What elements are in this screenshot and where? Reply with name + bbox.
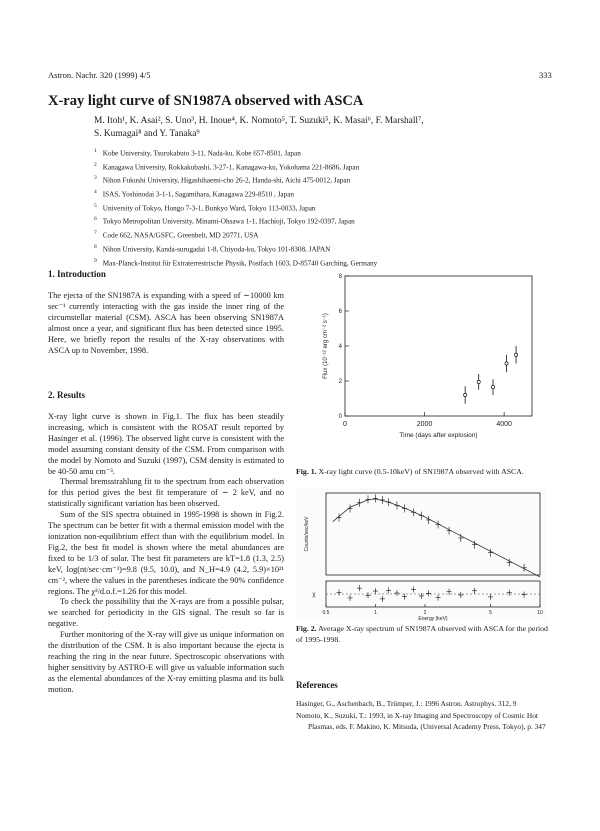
affiliation-text: Nihon University, Kanda-surugadai 1-8, Chiyoda-ku, Tokyo 101-8308, JAPAN [102, 245, 331, 254]
affiliation-item [94, 187, 574, 201]
affiliation-number: 8 [94, 243, 97, 250]
affiliation-item [94, 228, 574, 242]
y-tick-label: 8 [338, 274, 342, 280]
x-axis-label: Energy (keV) [418, 616, 448, 621]
data-point [491, 386, 494, 389]
data-point [505, 362, 508, 365]
y-tick-label: 6 [338, 309, 342, 315]
affiliation-item [94, 201, 574, 215]
x-tick-label: 1 [374, 610, 377, 616]
affiliation-number: 5 [94, 202, 97, 209]
reference-item: Nomoto, K., Suzuki, T.: 1993, in X-ray Imaging and Spectroscopy of Cosmic Hot Plasmas, eds. F. Makino, K. Mitsuda, (Universal Academy Press, Tokyo), p. 347 [296, 711, 546, 731]
x-tick-label: 0 [343, 421, 347, 428]
affiliation-number: 4 [94, 189, 97, 196]
affiliation-item [94, 242, 574, 256]
model-curve [333, 499, 540, 577]
x-tick-label: 2000 [416, 421, 433, 428]
plot-frame [345, 276, 532, 416]
x-tick-label: 0.5 [322, 610, 330, 616]
x-tick-label: 2 [423, 610, 427, 616]
paragraph: To check the possibility that the X-rays are from a possible pulsar, we searched for periodicity in the GIS signal. The result so far is negative. [48, 597, 284, 629]
residual-axis-label: χ [312, 592, 316, 598]
data-point [514, 353, 517, 356]
page-number: 333 [539, 70, 552, 80]
affiliation-item [94, 214, 574, 228]
references-heading: References [296, 680, 338, 690]
author-line: M. Itoh¹, K. Asai², S. Uno³, H. Inoue⁴, K. Nomoto⁵, T. Suzuki⁵, K. Masai⁶, F. Marshall⁷, [94, 116, 424, 126]
author-line: S. Kumagai⁸ and Y. Tanaka⁹ [94, 129, 200, 139]
paragraph: Sum of the SIS spectra obtained in 1995-1998 is shown in Fig.2. The spectrum can be better fit with a thermal emission model with the ionization non-equilibrium effect than with the equilibrium model. In Fig.2, the best fit model is shown where the metal abundances are fixed to be 1/3 of solar. The best fit parameters are kT=1.8 (1.3, 2.5) keV, log(nt/sec·cm⁻³)=9.8 (9.5, 10.0), and N_H=4.9 (4.2, 5.9)×10²¹ cm⁻², where the values in the parentheses indicate the 90% confidence regions. The χ²/d.o.f.=1.26 for this model. [48, 510, 284, 596]
caption-text: Average X-ray spectrum of SN1987A observed with ASCA for the period of 1995-1998. [296, 624, 548, 644]
journal-header: Astron. Nachr. 320 (1999) 4/5 [48, 70, 151, 80]
figure-2-spectrum [296, 487, 546, 621]
affiliation-item [94, 173, 574, 187]
affiliation-text: Kobe University, Tsurukabuto 3-11, Nada-ku, Kobe 657-8501, Japan [102, 149, 301, 158]
data-point [477, 380, 480, 383]
figure-1-caption [296, 467, 552, 478]
affiliation-number: 1 [94, 148, 97, 154]
results-body [48, 412, 284, 696]
affiliation-number: 3 [94, 175, 97, 182]
paper-title: X-ray light curve of SN1987A observed with ASCA [48, 93, 364, 109]
paragraph: Further monitoring of the X-ray will give us unique information on the distribution of the CSM. It is also important because the ejecta is reaching the ring in the near future. Spectroscopic observations with higher sensitivity by ASTRO-E will give us valuable information such as the elemental abundances of the X-ray emitting plasma and its bulk motion. [48, 630, 284, 694]
y-tick-label: 4 [338, 344, 342, 350]
x-tick-label: 5 [489, 610, 492, 616]
y-tick-label: 0 [338, 414, 342, 420]
data-point [464, 393, 467, 396]
paragraph: The ejecta of the SN1987A is expanding with a speed of ∼10000 km sec⁻¹ currently interacting with the gas inside the inner ring of the circumstellar material (CSM). ASCA has been observing SN1987A almost once a year, and significant flux has been detected since 1995. Here, we briefly report the results of the X-ray observations with ASCA up to November, 1998. [48, 291, 284, 355]
figure-2-caption [296, 624, 552, 645]
y-tick-label: 2 [338, 379, 342, 385]
reference-list [296, 699, 552, 734]
affiliation-text: Kanagawa University, Rokkakubashi, 3-27-1, Kanagawa-ku, Yokohama 221-8686, Japan [102, 163, 360, 172]
author-list [94, 115, 564, 141]
affiliation-text: Nihon Fukushi University, Higashihaemi-cho 26-2, Handa-shi, Aichi 475-0012, Japan [102, 176, 351, 185]
intro-paragraph [48, 291, 284, 356]
figure-1-light-curve [300, 268, 550, 468]
affiliation-text: Code 662, NASA/GSFC, Greenbelt, MD 20771, USA [102, 231, 259, 240]
affiliation-number: 2 [94, 161, 97, 168]
x-axis-label: Time (days after explosion) [399, 432, 478, 439]
caption-label: Fig. 1. [296, 467, 317, 476]
affiliation-list [94, 146, 574, 269]
affiliation-text: Max-Planck-Institut für Extraterrestrische Physik, Postfach 1603, D-85740 Garching, Germany [102, 258, 378, 267]
section-heading: 2. Results [48, 390, 86, 400]
affiliation-number: 9 [94, 257, 97, 264]
caption-text: X-ray light curve (0.5-10keV) of SN1987A observed with ASCA. [318, 467, 524, 476]
affiliation-item [94, 146, 574, 160]
y-axis-label: Counts/sec/keV [304, 516, 310, 552]
reference-item: Hasinger, G., Aschenbach, B., Trümper, J.: 1996 Astron. Astrophys. 312, 9 [296, 699, 517, 708]
affiliation-text: Tokyo Metropolitan University, Minami-Ohsawa 1-1, Hachioji, Tokyo 192-0397, Japan [102, 217, 355, 226]
section-heading: 1. Introduction [48, 269, 106, 279]
paragraph: X-ray light curve is shown in Fig.1. The flux has been steadily increasing, which is consistent with the ROSAT result reported by Hasinger et al. (1996). The observed light curve is consistent with the model assuming constant density of the CSM. From comparison with the model by Nomoto and Suzuki (1997), CSM density is estimated to be 40-50 amu cm⁻³. [48, 412, 284, 476]
affiliation-text: ISAS, Yoshinodai 3-1-1, Sagamihara, Kanagawa 229-8510 , Japan [102, 190, 294, 199]
affiliation-item [94, 160, 574, 174]
affiliation-text: University of Tokyo, Hongo 7-3-1, Bunkyo Ward, Tokyo 113-0033, Japan [102, 204, 316, 213]
caption-label: Fig. 2. [296, 624, 317, 633]
x-tick-label: 10 [537, 610, 543, 616]
affiliation-number: 6 [94, 216, 97, 223]
y-axis-label: Flux (10⁻¹² erg cm⁻² s⁻¹) [323, 313, 329, 379]
x-tick-label: 4000 [496, 421, 512, 428]
paragraph: Thermal bremsstrahlung fit to the spectrum from each observation for this period gives the best fit temperature of ∼ 2 keV, and no statistically significant variation has been observed. [48, 477, 284, 509]
affiliation-number: 7 [94, 230, 97, 237]
